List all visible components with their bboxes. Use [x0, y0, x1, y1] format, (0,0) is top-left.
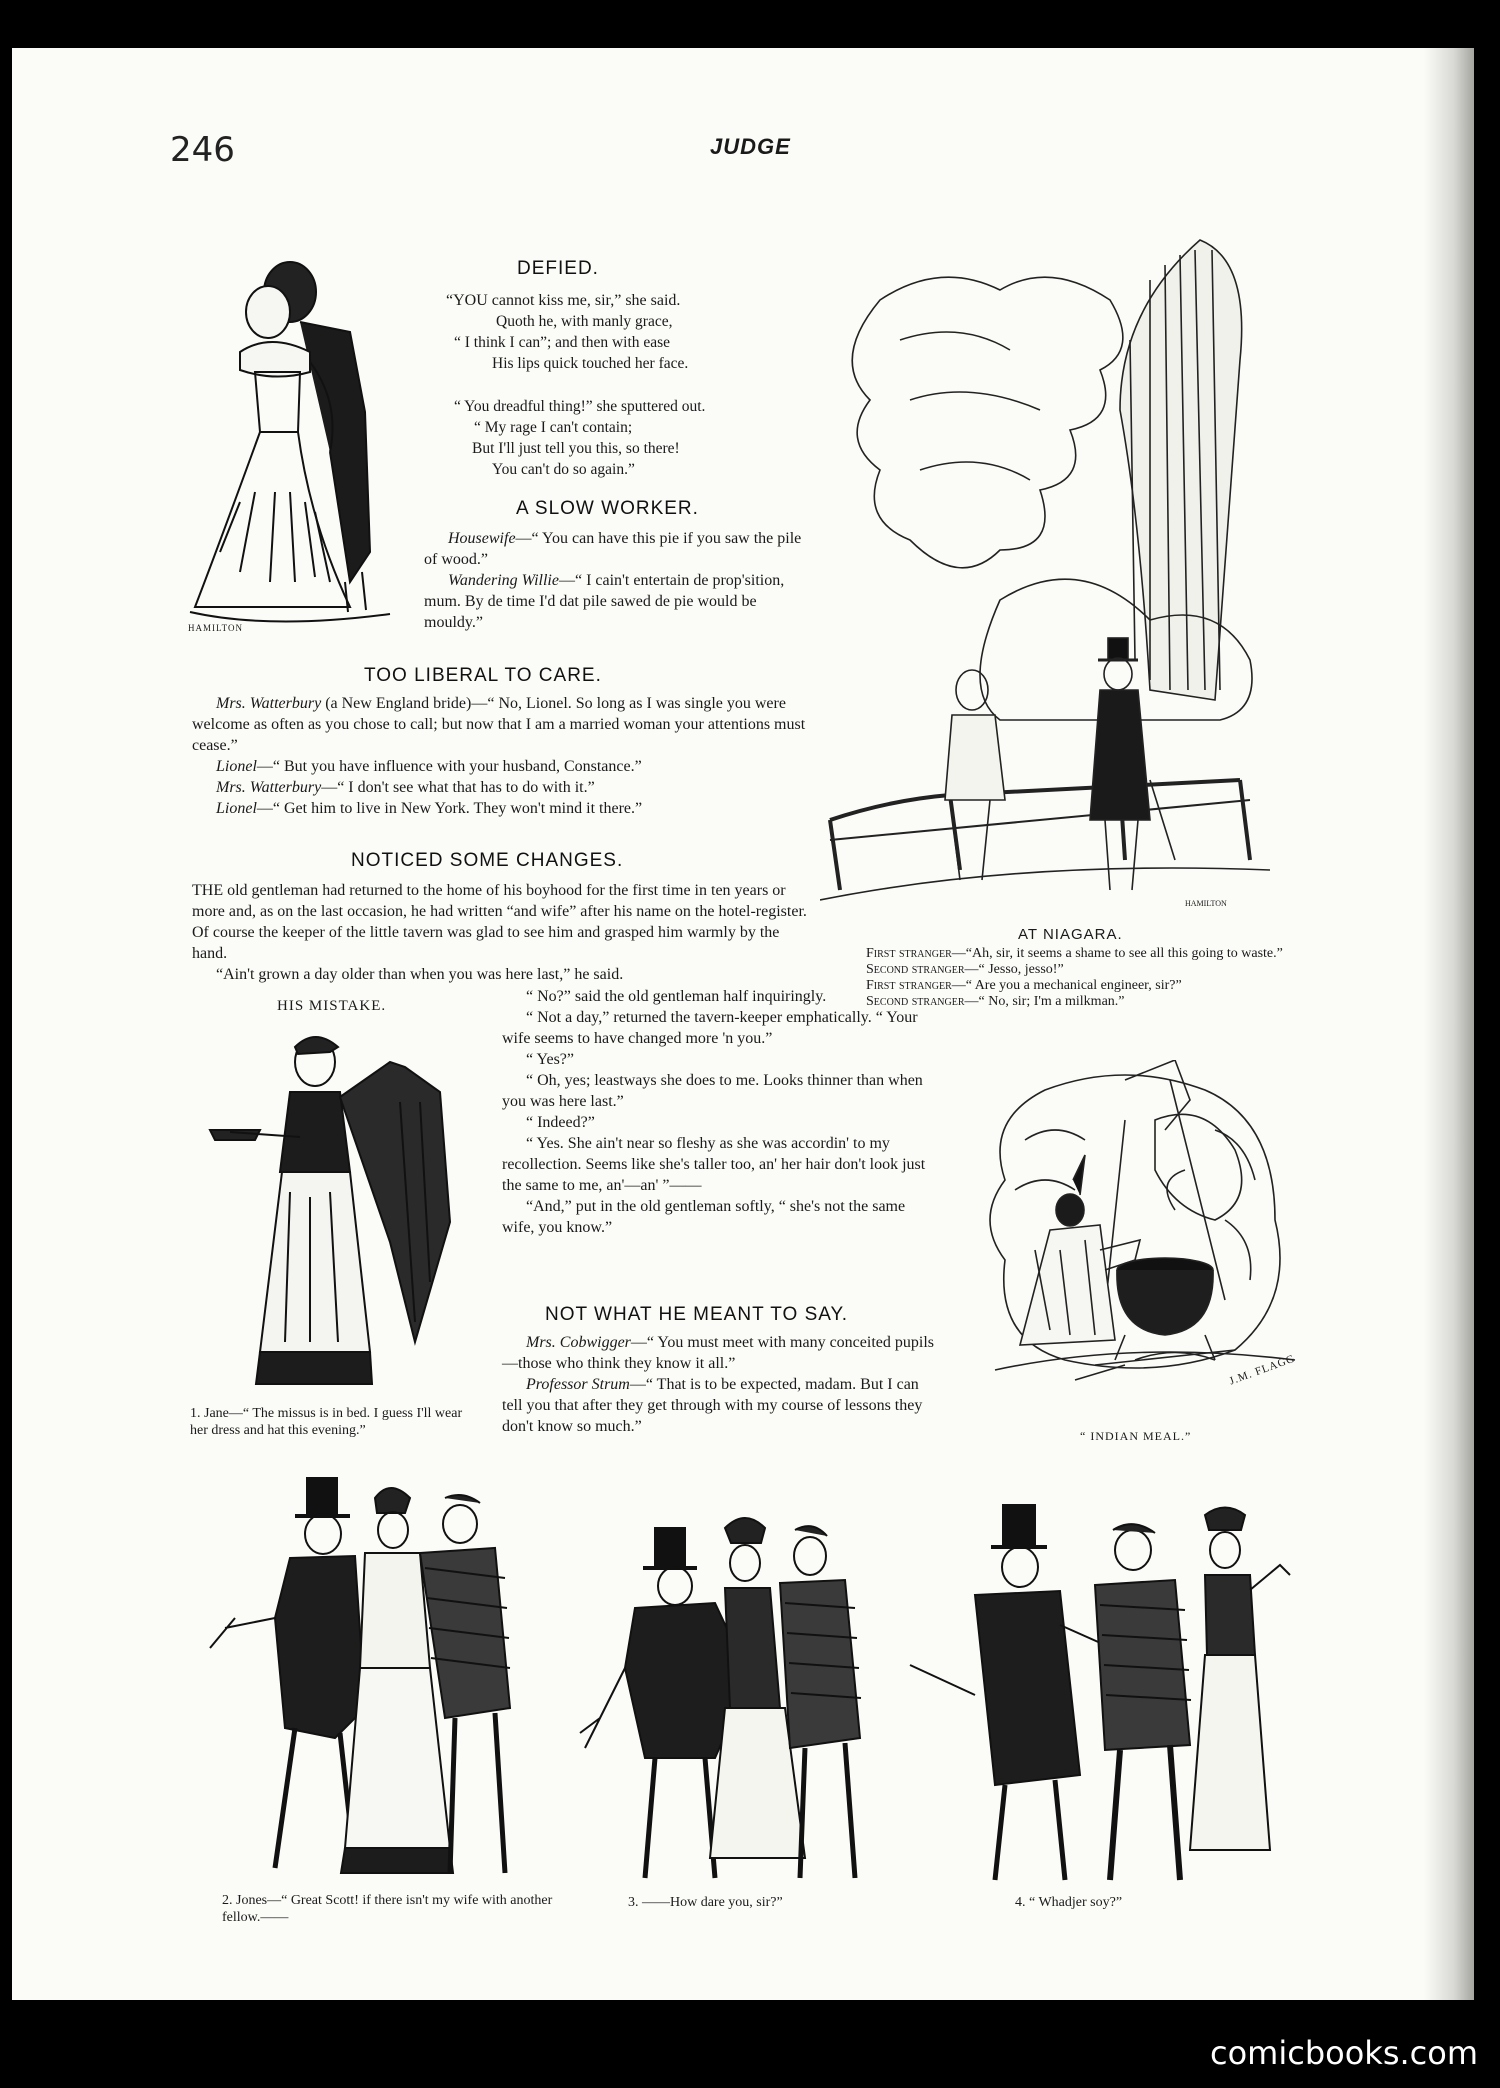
dialogue-text: —“ But you have influence with your husband, Constance.” — [256, 758, 642, 775]
dialogue-text: —“ You can have this pie if you saw the pile of wood.” — [424, 530, 802, 568]
defied-illustration — [180, 252, 430, 632]
poem-line: Quoth he, with manly grace, — [496, 313, 673, 330]
noticed-paragraph-5: “ Yes?” — [526, 1051, 574, 1068]
poem-line: His lips quick touched her face. — [492, 355, 689, 372]
his-mistake-caption-4: 4. “ Whadjer soy?” — [1015, 1895, 1123, 1910]
defied-title: DEFIED. — [517, 258, 599, 279]
noticed-paragraph-6: “ Oh, yes; leastways she does to me. Looks thinner than when you was here last.” — [502, 1072, 923, 1110]
his-mistake-panel-3-illustration — [575, 1508, 905, 1888]
speaker-name: Wandering Willie — [448, 572, 559, 589]
noticed-paragraph-9: “And,” put in the old gentleman softly, “ she's not the same wife, you know.” — [502, 1198, 906, 1236]
defied-artist-signature: HAMILTON — [188, 623, 244, 633]
noticed-changes-title: NOTICED SOME CHANGES. — [351, 850, 624, 871]
his-mistake-caption-1: 1. Jane—“ The missus is in bed. I guess I'll wear her dress and hat this evening.” — [190, 1406, 463, 1438]
noticed-paragraph-4: “ Not a day,” returned the tavern-keeper emphatically. “ Your wife seems to have changed more 'n you.” — [502, 1009, 918, 1047]
dialogue-text: —“ No, sir; I'm a milkman.” — [964, 994, 1125, 1009]
poem-line: “ My rage I can't contain; — [474, 419, 633, 436]
dialogue-text: —“ Are you a mechanical engineer, sir?” — [951, 978, 1182, 993]
slow-worker-text — [424, 528, 812, 633]
poem-line: “YOU cannot kiss me, sir,” she said. — [446, 292, 681, 309]
speaker-name: Mrs. Watterbury — [216, 695, 322, 712]
dialogue-text: —“ I don't see what that has to do with it.” — [321, 779, 595, 796]
page-binding-shadow — [1424, 48, 1474, 2000]
dialogue-text: (a New England bride)—“ No, Lionel. So long as I was single you were welcome as often as you chose to call; but now that I am a married woman your attentions must cease.” — [192, 695, 806, 754]
noticed-paragraph-8: “ Yes. She ain't near so fleshy as she was accordin' to my recollection. Seems like she's taller too, an' her hair don't look just the same to me, an'—an' ”—— — [502, 1135, 926, 1194]
dialogue-text: —“ You must meet with many conceited pupils—those who think they know it all.” — [502, 1334, 934, 1372]
niagara-artist-signature: HAMILTON — [1185, 899, 1227, 908]
his-mistake-panel-1-illustration — [190, 1022, 490, 1402]
dialogue-text: —“ That is to be expected, madam. But I can tell you that after they get through with my course of lessons they don't know so much.” — [502, 1376, 923, 1435]
not-meant-title: NOT WHAT HE MEANT TO SAY. — [545, 1304, 849, 1325]
his-mistake-panel-4-illustration — [905, 1495, 1295, 1890]
poem-line: You can't do so again.” — [492, 461, 635, 478]
dialogue-text: —“Ah, sir, it seems a shame to see all this going to waste.” — [951, 946, 1283, 961]
poem-line: But I'll just tell you this, so there! — [472, 440, 680, 457]
noticed-paragraph-2: “Ain't grown a day older than when you was here last,” he said. — [216, 966, 624, 983]
indian-meal-artist-signature: J.M. FLAGG — [1227, 1352, 1297, 1388]
page-number: 246 — [170, 130, 235, 170]
speaker-name: Housewife — [448, 530, 516, 547]
speaker-name: Mrs. Cobwigger — [526, 1334, 631, 1351]
his-mistake-title: HIS MISTAKE. — [277, 998, 387, 1014]
not-meant-text — [502, 1332, 934, 1437]
his-mistake-caption-2: 2. Jones—“ Great Scott! if there isn't my wife with another fellow.—— — [222, 1893, 553, 1925]
magazine-title: JUDGE — [710, 134, 791, 159]
speaker-name: Mrs. Watterbury — [216, 779, 322, 796]
indian-meal-caption: “ INDIAN MEAL.” — [1080, 1429, 1192, 1443]
speaker-name: Lionel — [216, 758, 257, 775]
niagara-title: AT NIAGARA. — [1018, 926, 1123, 943]
too-liberal-title: TOO LIBERAL TO CARE. — [364, 665, 602, 686]
slow-worker-title: A SLOW WORKER. — [516, 498, 699, 519]
niagara-dialogue — [830, 946, 1290, 1010]
noticed-changes-dialogue — [502, 986, 934, 1238]
site-watermark: comicbooks.com — [1209, 2034, 1478, 2072]
speaker-name: Second stranger — [866, 962, 965, 977]
speaker-name: First stranger — [866, 946, 952, 961]
too-liberal-text — [192, 693, 812, 819]
speaker-name: First stranger — [866, 978, 952, 993]
niagara-illustration — [820, 220, 1270, 910]
noticed-changes-intro — [192, 880, 814, 985]
his-mistake-caption-3: 3. ——How dare you, sir?” — [628, 1895, 783, 1910]
indian-meal-illustration — [975, 1060, 1305, 1400]
his-mistake-panel-2-illustration — [205, 1468, 555, 1888]
noticed-paragraph-1: THE old gentleman had returned to the home of his boyhood for the first time in ten years or more and, as on the last occasion, he had written “and wife” after his name on the hotel-register. Of course the keeper of the little tavern was glad to see him and grasped him warmly by the hand. — [192, 882, 807, 962]
dialogue-text: —“ Jesso, jesso!” — [964, 962, 1064, 977]
dialogue-text: —“ Get him to live in New York. They won't mind it there.” — [256, 800, 643, 817]
noticed-paragraph-3: “ No?” said the old gentleman half inquiringly. — [526, 988, 827, 1005]
dialogue-text: —“ I cain't entertain de prop'sition, mum. By de time I'd dat pile sawed de pie would be mouldy.” — [424, 572, 785, 631]
poem-line: “ You dreadful thing!” she sputtered out. — [454, 398, 706, 415]
defied-poem — [446, 290, 806, 480]
noticed-paragraph-7: “ Indeed?” — [526, 1114, 595, 1131]
poem-line: “ I think I can”; and then with ease — [454, 334, 671, 351]
speaker-name: Second stranger — [866, 994, 965, 1009]
speaker-name: Professor Strum — [526, 1376, 630, 1393]
speaker-name: Lionel — [216, 800, 257, 817]
